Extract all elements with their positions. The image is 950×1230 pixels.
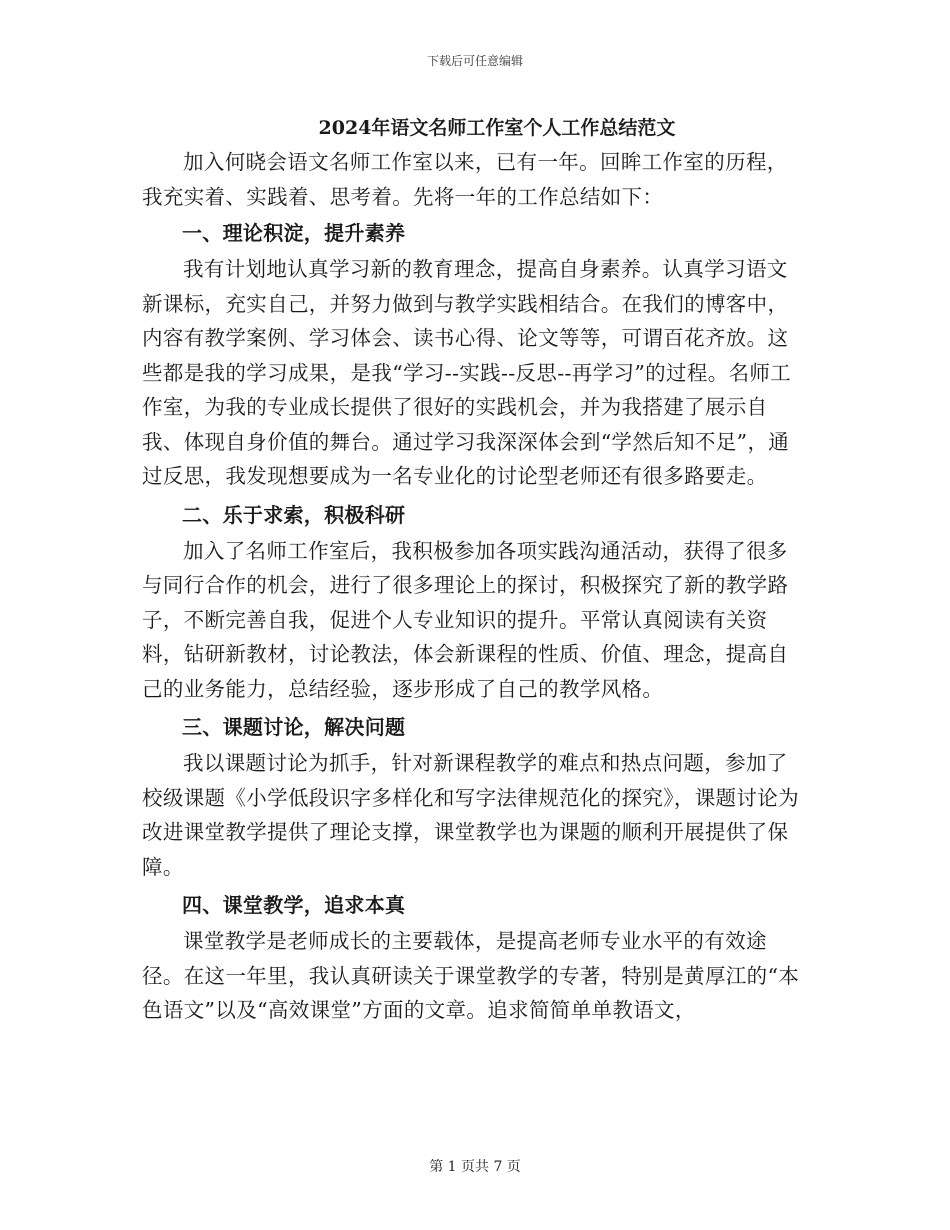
page-header-note: 下载后可任意编辑 — [426, 54, 523, 68]
document-title: 2024年语文名师工作室个人工作总结范文 — [318, 117, 676, 139]
section-paragraph: 加入了名师工作室后，我积极参加各项实践沟通活动，获得了很多与同行合作的机会，进行了很多理论上的探讨，积极探究了新的教学路子，不断完善自我，促进个人专业知识的提升。平常认真阅读有关资料，钻研新教材，讨论教法，体会新课程的性质、价值、理念，提高自己的业务能力，总结经验，逐步形成了自己的教学风格。 — [142, 538, 789, 701]
section-paragraph: 课堂教学是老师成长的主要载体，是提高老师专业水平的有效途径。在这一年里，我认真研读关于课堂教学的专著，特别是黄厚江的“本色语文”以及“高效课堂”方面的文章。追求简简单单教语文， — [142, 929, 800, 1022]
section-paragraph: 我有计划地认真学习新的教育理念，提高自身素养。认真学习语文新课标，充实自己，并努力做到与教学实践相结合。在我们的博客中，内容有教学案例、学习体会、读书心得、论文等等，可谓百花齐放。这些都是我的学习成果，是我“学习--实践--反思--再学习”的过程。名师工作室，为我的专业成长提供了很好的实践机会，并为我搭建了展示自我、体现自身价值的舞台。通过学习我深深体会到“学然后知不足”，通过反思，我发现想要成为一名专业化的讨论型老师还有很多路要走。 — [142, 257, 792, 488]
section-heading: 二、乐于求索，积极科研 — [182, 502, 406, 527]
section-heading: 一、理论积淀，提升素养 — [182, 221, 406, 245]
section-paragraph: 我以课题讨论为抓手，针对新课程教学的难点和热点问题，参加了校级课题《小学低段识字多样化和写字法律规范化的探究》，课题讨论为改进课堂教学提供了理论支撑，课堂教学也为课题的顺利开展提供了保障。 — [142, 751, 799, 879]
section-1 — [142, 214, 808, 494]
section-2 — [142, 496, 808, 707]
section-heading: 三、课题讨论，解决问题 — [182, 715, 406, 739]
intro-paragraph: 加入何晓会语文名师工作室以来，已有一年。回眸工作室的历程，我充实着、实践着、思考着。先将一年的工作总结如下： — [142, 150, 788, 209]
section-heading: 四、课堂教学，追求本真 — [182, 893, 406, 917]
section-3 — [142, 708, 808, 884]
page-number: 第 1 页共 7 页 — [429, 1159, 521, 1175]
section-4 — [142, 886, 808, 1028]
document-body — [142, 112, 808, 1028]
